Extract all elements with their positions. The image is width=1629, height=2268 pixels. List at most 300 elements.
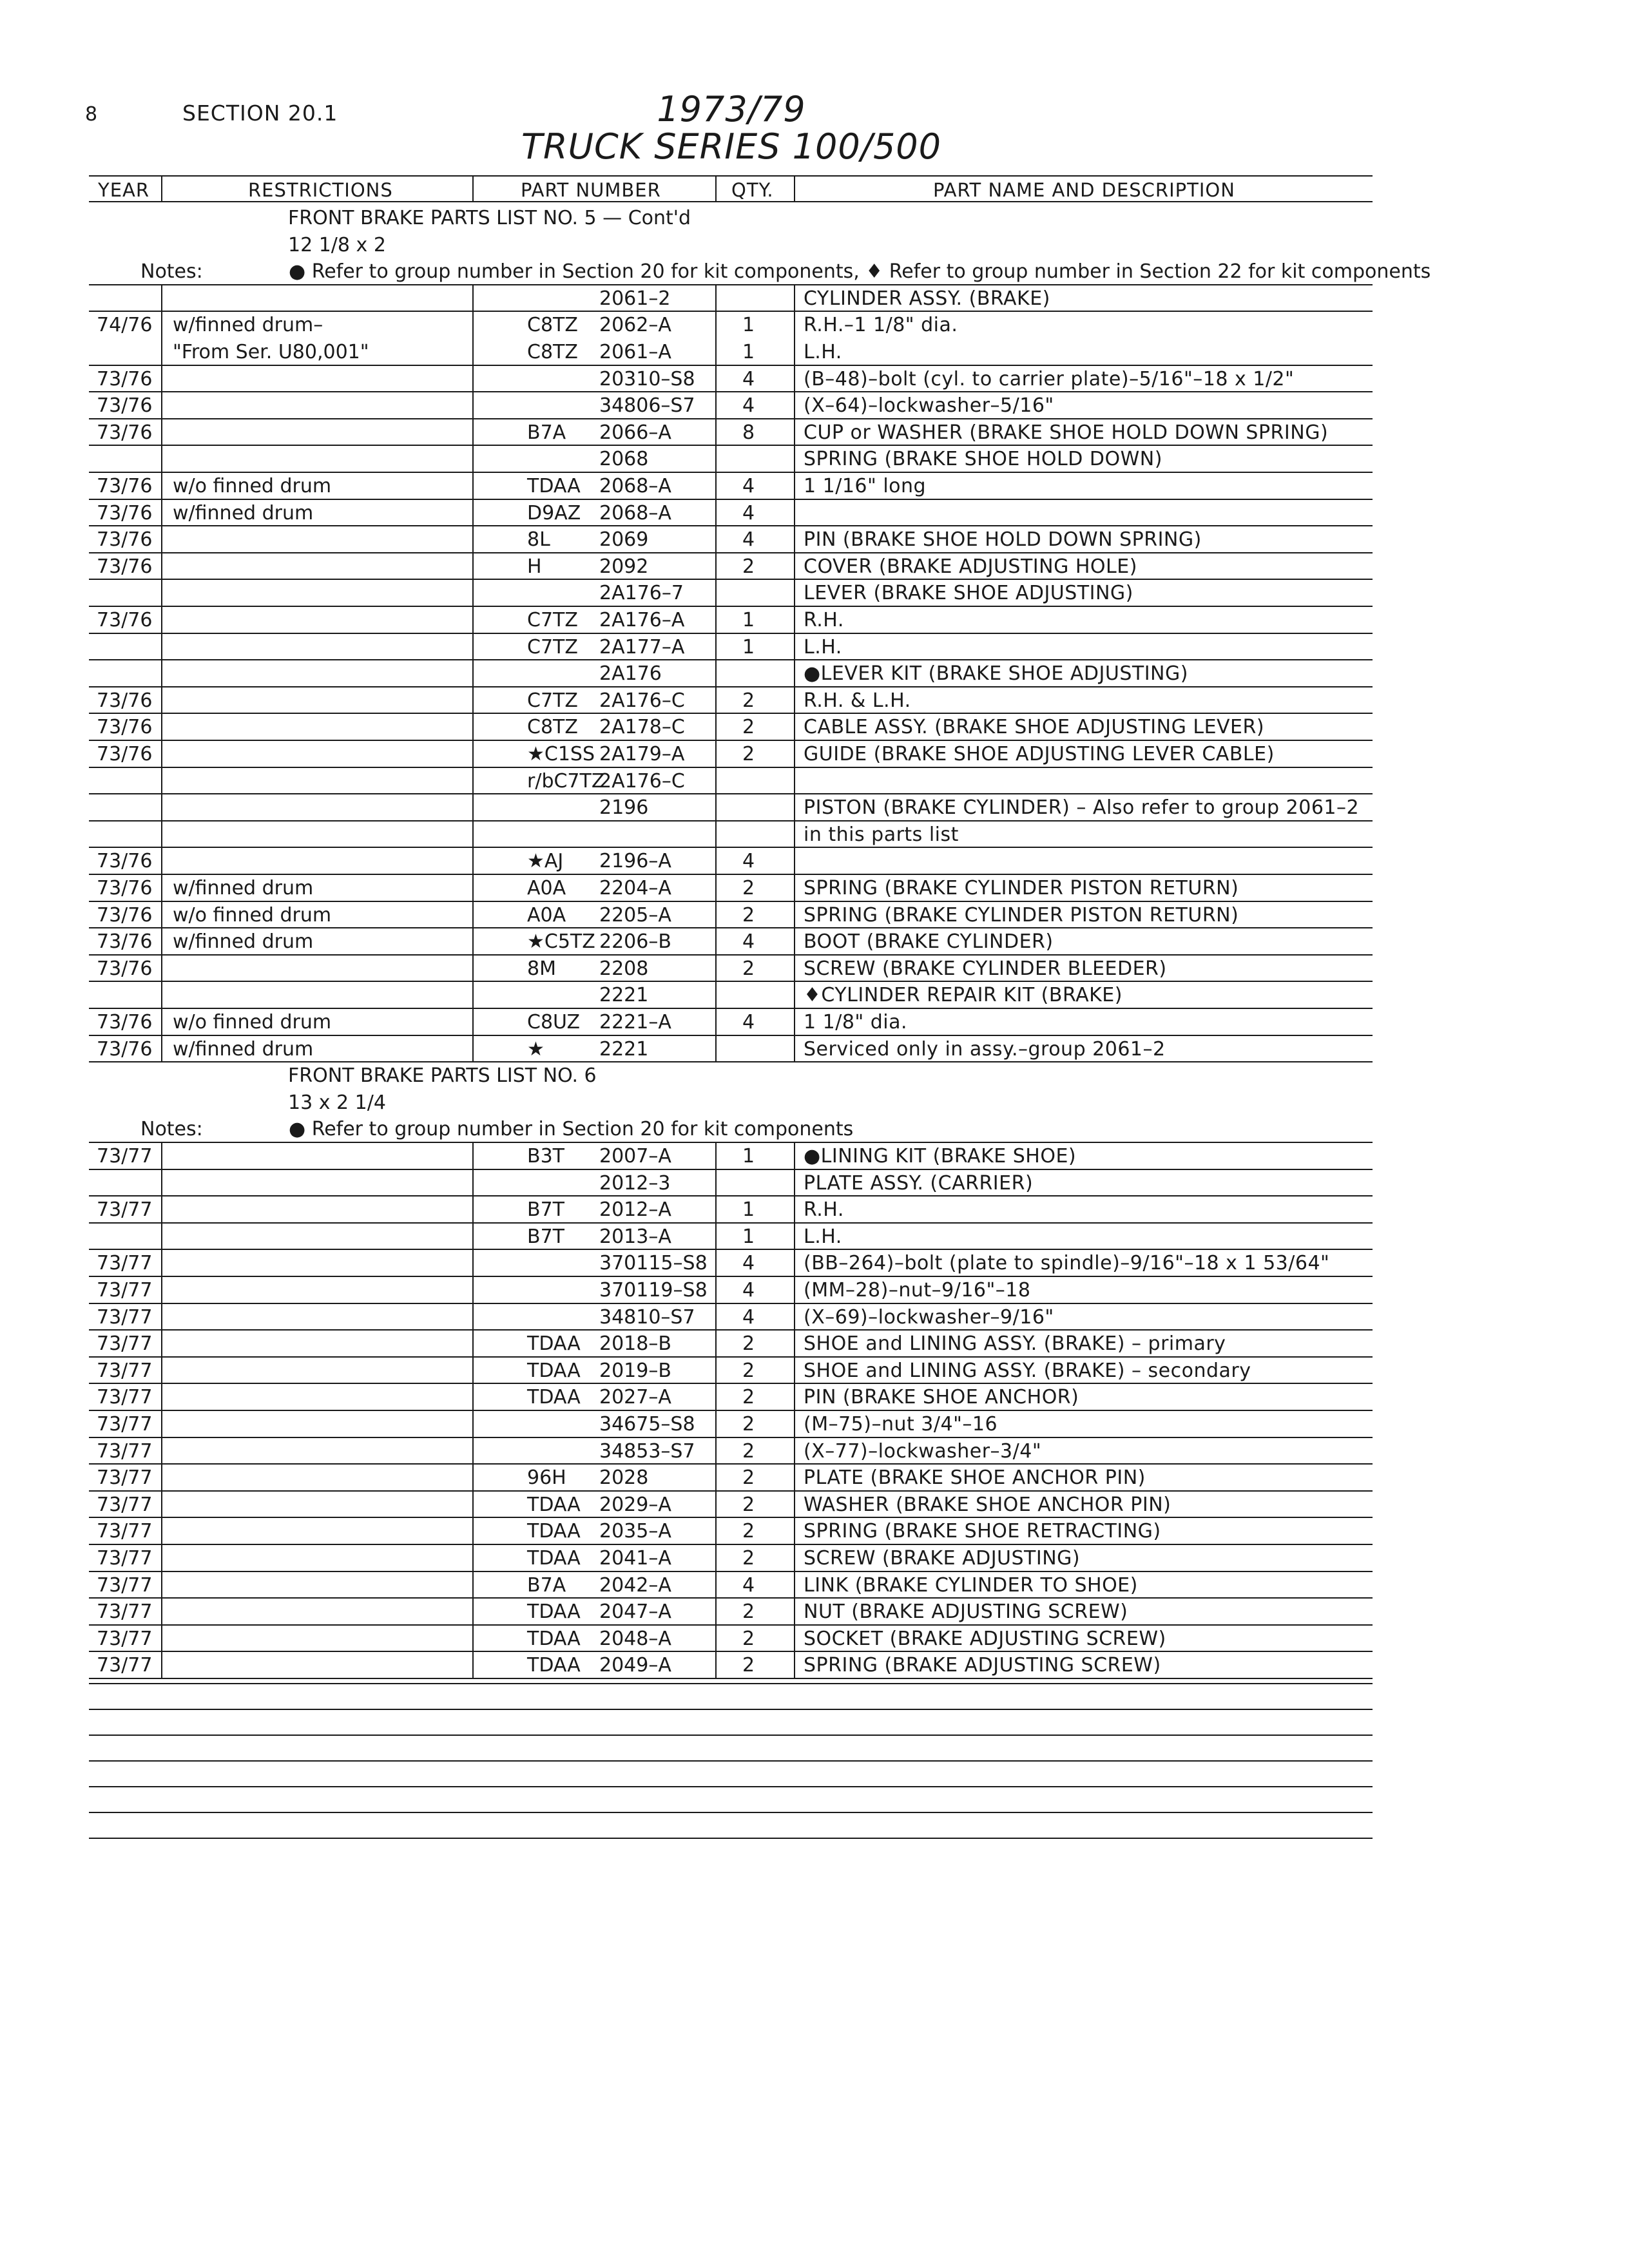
table-row: [0, 1411, 1629, 1437]
part-number-cell: 2007–A: [599, 1145, 671, 1168]
part-prefix-cell: C7TZ: [527, 689, 578, 712]
qty-cell: 1: [742, 314, 755, 337]
year-cell: 73/76: [97, 609, 153, 631]
part-prefix-cell: A0A: [527, 903, 566, 927]
restrictions-cell: w/finned drum: [173, 877, 314, 899]
column-divider: [715, 175, 717, 201]
table-row: [0, 1438, 1629, 1465]
year-cell: 73/76: [97, 743, 153, 765]
part-number-cell: 2012–A: [599, 1198, 671, 1222]
description-cell: R.H.–1 1/8" dia.: [804, 314, 958, 337]
section-heading: [0, 1090, 1629, 1116]
header-bottom-rule: [89, 201, 1373, 202]
part-prefix-cell: TDAA: [527, 1600, 581, 1624]
table-row: [0, 875, 1629, 901]
part-number-cell: 2A179–A: [599, 743, 685, 765]
table-row: [0, 1384, 1629, 1410]
column-divider: [794, 1143, 795, 1679]
description-cell: WASHER (BRAKE SHOE ANCHOR PIN): [804, 1493, 1171, 1516]
part-number-cell: 2061–A: [599, 341, 671, 363]
part-number-cell: 34853–S7: [599, 1439, 695, 1463]
part-number-cell: 2041–A: [599, 1547, 671, 1570]
part-prefix-cell: B7A: [527, 421, 566, 444]
blank-rule: [89, 1812, 1373, 1813]
qty-cell: 4: [742, 1573, 755, 1597]
description-cell: PLATE ASSY. (CARRIER): [804, 1171, 1034, 1195]
year-cell: 73/76: [97, 528, 153, 552]
part-number-cell: 2221: [599, 1037, 649, 1061]
description-cell: NUT (BRAKE ADJUSTING SCREW): [804, 1600, 1128, 1624]
table-row: [0, 741, 1629, 767]
restrictions-cell: w/o finned drum: [173, 1011, 332, 1033]
qty-cell: 1: [742, 1145, 755, 1168]
column-header-part-number: PART NUMBER: [521, 179, 661, 201]
qty-cell: 4: [742, 1252, 755, 1275]
table-row: [0, 1572, 1629, 1599]
part-number-cell: 2019–B: [599, 1359, 671, 1382]
year-cell: 73/76: [97, 903, 153, 927]
description-cell: ●LEVER KIT (BRAKE SHOE ADJUSTING): [804, 662, 1188, 686]
description-cell: SPRING (BRAKE CYLINDER PISTON RETURN): [804, 903, 1239, 927]
part-prefix-cell: 96H: [527, 1466, 566, 1490]
part-prefix-cell: TDAA: [527, 1359, 581, 1382]
column-header-qty: QTY.: [731, 179, 774, 201]
qty-cell: 2: [742, 1627, 755, 1650]
qty-cell: 4: [742, 475, 755, 497]
part-number-cell: 2221–A: [599, 1011, 671, 1033]
year-cell: 73/76: [97, 850, 153, 873]
qty-cell: 2: [742, 957, 755, 980]
part-number-cell: 2047–A: [599, 1600, 671, 1624]
year-cell: 73/76: [97, 367, 153, 390]
qty-cell: 2: [742, 1332, 755, 1356]
part-prefix-cell: TDAA: [527, 1654, 581, 1677]
column-divider: [161, 175, 162, 201]
table-row: [0, 553, 1629, 580]
column-divider: [794, 285, 795, 1062]
year-cell: 73/76: [97, 421, 153, 444]
table-row: [0, 1518, 1629, 1544]
part-prefix-cell: C7TZ: [527, 609, 578, 631]
restrictions-cell: "From Ser. U80,001": [173, 341, 369, 363]
table-row: [0, 1277, 1629, 1303]
part-number-cell: 2A176: [599, 662, 662, 686]
table-row: [0, 1304, 1629, 1331]
title-series: TRUCK SERIES 100/500: [521, 126, 942, 167]
table-row: [0, 1196, 1629, 1223]
part-prefix-cell: A0A: [527, 877, 566, 899]
table-row: [0, 956, 1629, 982]
table-row: [0, 1331, 1629, 1357]
table-row: [0, 1492, 1629, 1518]
description-cell: SCREW (BRAKE CYLINDER BLEEDER): [804, 957, 1167, 980]
description-cell: PIN (BRAKE SHOE ANCHOR): [804, 1386, 1079, 1409]
year-cell: 73/77: [97, 1627, 153, 1650]
qty-cell: 2: [742, 1359, 755, 1382]
description-cell: COVER (BRAKE ADJUSTING HOLE): [804, 555, 1137, 578]
part-number-cell: 2027–A: [599, 1386, 671, 1409]
part-prefix-cell: ★AJ: [527, 850, 564, 873]
part-prefix-cell: B7T: [527, 1198, 564, 1222]
year-cell: 73/77: [97, 1547, 153, 1570]
year-cell: 73/77: [97, 1145, 153, 1168]
part-number-cell: 370115–S8: [599, 1252, 708, 1275]
blank-rule: [89, 1683, 1373, 1684]
column-header-year: YEAR: [98, 179, 150, 201]
section-label: SECTION 20.1: [182, 101, 338, 126]
table-row: [0, 822, 1629, 848]
year-cell: 73/76: [97, 475, 153, 497]
qty-cell: 4: [742, 850, 755, 873]
table-row: [0, 1545, 1629, 1571]
year-cell: 73/76: [97, 930, 153, 954]
restrictions-cell: w/finned drum: [173, 501, 314, 524]
table-row: [0, 982, 1629, 1008]
description-cell: (X–77)–lockwasher–3/4": [804, 1439, 1042, 1463]
qty-cell: 2: [742, 1439, 755, 1463]
part-number-cell: 20310–S8: [599, 367, 695, 390]
qty-cell: 1: [742, 1198, 755, 1222]
description-cell: Serviced only in assy.–group 2061–2: [804, 1037, 1166, 1061]
part-number-cell: 34810–S7: [599, 1305, 695, 1329]
notes-label: Notes:: [140, 1118, 203, 1141]
blank-rule: [89, 1709, 1373, 1710]
year-cell: 73/76: [97, 1011, 153, 1033]
description-cell: 1 1/16" long: [804, 475, 927, 497]
description-cell: PLATE (BRAKE SHOE ANCHOR PIN): [804, 1466, 1146, 1490]
part-number-cell: 2A176–A: [599, 609, 685, 631]
description-cell: BOOT (BRAKE CYLINDER): [804, 930, 1054, 954]
description-cell: ♦CYLINDER REPAIR KIT (BRAKE): [804, 984, 1123, 1007]
qty-cell: 4: [742, 1305, 755, 1329]
part-number-cell: 2A176–C: [599, 769, 685, 793]
year-cell: 73/77: [97, 1466, 153, 1490]
restrictions-cell: w/finned drum: [173, 930, 314, 954]
year-cell: 73/77: [97, 1600, 153, 1624]
description-cell: CUP or WASHER (BRAKE SHOE HOLD DOWN SPRING): [804, 421, 1329, 444]
column-divider: [794, 175, 795, 201]
description-cell: (X–69)–lockwasher–9/16": [804, 1305, 1054, 1329]
section-heading-text: FRONT BRAKE PARTS LIST NO. 5 — Cont'd: [288, 207, 691, 229]
part-number-cell: 2A176–C: [599, 689, 685, 712]
restrictions-cell: w/finned drum: [173, 1037, 314, 1061]
qty-cell: 2: [742, 1413, 755, 1436]
qty-cell: 1: [742, 635, 755, 658]
description-cell: (BB–264)–bolt (plate to spindle)–9/16"–18 x 1 53/64": [804, 1252, 1330, 1275]
table-row: [0, 1224, 1629, 1250]
qty-cell: 4: [742, 501, 755, 524]
blank-rule: [89, 1786, 1373, 1787]
table-row: [0, 928, 1629, 955]
qty-cell: 2: [742, 555, 755, 578]
part-number-cell: 2013–A: [599, 1225, 671, 1248]
part-number-cell: 2018–B: [599, 1332, 671, 1356]
description-cell: PIN (BRAKE SHOE HOLD DOWN SPRING): [804, 528, 1202, 552]
table-row: [0, 687, 1629, 714]
part-prefix-cell: TDAA: [527, 475, 581, 497]
column-divider: [472, 285, 474, 1062]
table-row: [0, 339, 1629, 365]
table-row: [0, 1036, 1629, 1062]
year-cell: 73/77: [97, 1305, 153, 1329]
part-number-cell: 2196–A: [599, 850, 671, 873]
part-number-cell: 2068–A: [599, 475, 671, 497]
part-number-cell: 2206–B: [599, 930, 671, 954]
year-cell: 73/77: [97, 1198, 153, 1222]
part-prefix-cell: C8TZ: [527, 341, 578, 363]
table-row: [0, 526, 1629, 553]
year-cell: 73/77: [97, 1359, 153, 1382]
description-cell: SPRING (BRAKE SHOE RETRACTING): [804, 1520, 1161, 1543]
table-row: [0, 1358, 1629, 1384]
part-number-cell: 2196: [599, 796, 649, 820]
part-number-cell: 2048–A: [599, 1627, 671, 1650]
year-cell: 73/77: [97, 1439, 153, 1463]
year-cell: 73/77: [97, 1654, 153, 1677]
restrictions-cell: w/finned drum–: [173, 314, 323, 337]
part-prefix-cell: D9AZ: [527, 501, 581, 524]
part-prefix-cell: TDAA: [527, 1547, 581, 1570]
part-prefix-cell: H: [527, 555, 542, 578]
part-number-cell: 2205–A: [599, 903, 671, 927]
description-cell: L.H.: [804, 1225, 842, 1248]
notes-text: ● Refer to group number in Section 20 for kit components, ♦ Refer to group number in Section 22 for kit components: [289, 260, 1431, 284]
column-divider: [472, 175, 474, 201]
description-cell: CYLINDER ASSY. (BRAKE): [804, 287, 1050, 310]
part-number-cell: 2068–A: [599, 501, 671, 524]
part-prefix-cell: 8M: [527, 957, 556, 980]
description-cell: 1 1/8" dia.: [804, 1011, 908, 1033]
part-prefix-cell: 8L: [527, 528, 550, 552]
part-prefix-cell: TDAA: [527, 1332, 581, 1356]
column-divider: [161, 285, 162, 1062]
year-cell: 73/77: [97, 1386, 153, 1409]
qty-cell: 4: [742, 394, 755, 418]
column-header-restrictions: RESTRICTIONS: [248, 179, 393, 201]
qty-cell: 4: [742, 367, 755, 390]
part-number-cell: 2049–A: [599, 1654, 671, 1677]
year-cell: 73/77: [97, 1573, 153, 1597]
part-number-cell: 2A177–A: [599, 635, 685, 658]
year-cell: 73/77: [97, 1279, 153, 1302]
table-row: [0, 1143, 1629, 1169]
description-cell: L.H.: [804, 341, 842, 363]
qty-cell: 2: [742, 1493, 755, 1516]
year-cell: 74/76: [97, 314, 153, 337]
table-row: [0, 660, 1629, 687]
part-number-cell: 2A176–7: [599, 582, 684, 605]
table-row: [0, 848, 1629, 874]
year-cell: 73/76: [97, 555, 153, 578]
table-row: [0, 768, 1629, 794]
blank-rule: [89, 1735, 1373, 1736]
qty-cell: 2: [742, 743, 755, 765]
qty-cell: 1: [742, 1225, 755, 1248]
part-prefix-cell: B3T: [527, 1145, 564, 1168]
qty-cell: 4: [742, 528, 755, 552]
section-heading: [0, 232, 1629, 258]
table-row: [0, 446, 1629, 472]
qty-cell: 4: [742, 1011, 755, 1033]
part-number-cell: 2066–A: [599, 421, 671, 444]
part-prefix-cell: C8TZ: [527, 314, 578, 337]
part-number-cell: 2208: [599, 957, 649, 980]
table-row: [0, 500, 1629, 526]
qty-cell: 2: [742, 877, 755, 899]
title-years: 1973/79: [657, 89, 806, 130]
part-prefix-cell: TDAA: [527, 1493, 581, 1516]
year-cell: 73/76: [97, 394, 153, 418]
description-cell: SOCKET (BRAKE ADJUSTING SCREW): [804, 1627, 1166, 1650]
qty-cell: 2: [742, 1654, 755, 1677]
notes-text: ● Refer to group number in Section 20 for kit components: [289, 1118, 854, 1141]
notes-row: [0, 1116, 1629, 1142]
part-number-cell: 2028: [599, 1466, 649, 1490]
part-number-cell: 370119–S8: [599, 1279, 708, 1302]
table-row: [0, 1626, 1629, 1652]
qty-cell: 2: [742, 903, 755, 927]
part-prefix-cell: TDAA: [527, 1386, 581, 1409]
column-header-description: PART NAME AND DESCRIPTION: [933, 179, 1235, 201]
section-heading-text: 12 1/8 x 2: [288, 233, 386, 256]
year-cell: 73/77: [97, 1252, 153, 1275]
section-heading-text: 13 x 2 1/4: [288, 1091, 386, 1114]
column-divider: [715, 285, 717, 1062]
description-cell: (X–64)–lockwasher–5/16": [804, 394, 1054, 418]
part-number-cell: 2A178–C: [599, 716, 685, 739]
qty-cell: 1: [742, 341, 755, 363]
part-prefix-cell: r/bC7TZ: [527, 769, 605, 793]
description-cell: in this parts list: [804, 823, 959, 846]
part-number-cell: 2035–A: [599, 1520, 671, 1543]
part-number-cell: 2062–A: [599, 314, 671, 337]
blank-rule: [89, 1838, 1373, 1839]
description-cell: R.H. & L.H.: [804, 689, 911, 712]
description-cell: SPRING (BRAKE SHOE HOLD DOWN): [804, 448, 1162, 471]
description-cell: CABLE ASSY. (BRAKE SHOE ADJUSTING LEVER): [804, 716, 1265, 739]
table-row: [0, 714, 1629, 740]
description-cell: GUIDE (BRAKE SHOE ADJUSTING LEVER CABLE): [804, 743, 1275, 765]
part-prefix-cell: C8UZ: [527, 1011, 581, 1033]
year-cell: 73/77: [97, 1520, 153, 1543]
table-row: [0, 634, 1629, 660]
description-cell: SHOE and LINING ASSY. (BRAKE) – primary: [804, 1332, 1226, 1356]
part-prefix-cell: TDAA: [527, 1627, 581, 1650]
table-row: [0, 580, 1629, 606]
qty-cell: 2: [742, 1520, 755, 1543]
table-row: [0, 1009, 1629, 1035]
description-cell: SPRING (BRAKE CYLINDER PISTON RETURN): [804, 877, 1239, 899]
qty-cell: 4: [742, 1279, 755, 1302]
part-number-cell: 2069: [599, 528, 649, 552]
part-prefix-cell: ★C5TZ: [527, 930, 595, 954]
year-cell: 73/76: [97, 501, 153, 524]
part-number-cell: 2204–A: [599, 877, 671, 899]
blank-rule: [89, 1760, 1373, 1762]
year-cell: 73/77: [97, 1493, 153, 1516]
table-row: [0, 285, 1629, 312]
part-prefix-cell: C7TZ: [527, 635, 578, 658]
part-prefix-cell: C8TZ: [527, 716, 578, 739]
year-cell: 73/76: [97, 957, 153, 980]
part-number-cell: 2221: [599, 984, 649, 1007]
table-row: [0, 419, 1629, 446]
qty-cell: 2: [742, 689, 755, 712]
qty-cell: 4: [742, 930, 755, 954]
restrictions-cell: w/o finned drum: [173, 903, 332, 927]
row-rule: [89, 1678, 1373, 1679]
year-cell: 73/76: [97, 1037, 153, 1061]
column-divider: [472, 1143, 474, 1679]
year-cell: 73/76: [97, 877, 153, 899]
table-row: [0, 312, 1629, 338]
table-row: [0, 607, 1629, 633]
part-number-cell: 2012–3: [599, 1171, 671, 1195]
qty-cell: 2: [742, 1547, 755, 1570]
part-prefix-cell: B7T: [527, 1225, 564, 1248]
part-prefix-cell: ★: [527, 1037, 545, 1061]
notes-label: Notes:: [140, 260, 203, 284]
description-cell: R.H.: [804, 609, 844, 631]
table-row: [0, 794, 1629, 821]
year-cell: 73/76: [97, 716, 153, 739]
table-row: [0, 1599, 1629, 1625]
notes-row: [0, 258, 1629, 285]
qty-cell: 2: [742, 1600, 755, 1624]
restrictions-cell: w/o finned drum: [173, 475, 332, 497]
part-number-cell: 2092: [599, 555, 649, 578]
description-cell: (M–75)–nut 3/4"–16: [804, 1413, 998, 1436]
qty-cell: 1: [742, 609, 755, 631]
column-divider: [161, 1143, 162, 1679]
table-row: [0, 1170, 1629, 1196]
qty-cell: 2: [742, 716, 755, 739]
qty-cell: 8: [742, 421, 755, 444]
table-row: [0, 366, 1629, 392]
column-divider: [715, 1143, 717, 1679]
table-row: [0, 1250, 1629, 1276]
part-number-cell: 34806–S7: [599, 394, 695, 418]
year-cell: 73/77: [97, 1413, 153, 1436]
description-cell: ●LINING KIT (BRAKE SHOE): [804, 1145, 1077, 1168]
part-prefix-cell: ★C1SS: [527, 743, 595, 765]
description-cell: (MM–28)–nut–9/16"–18: [804, 1279, 1031, 1302]
year-cell: 73/77: [97, 1332, 153, 1356]
page-number: 8: [85, 103, 98, 126]
part-prefix-cell: TDAA: [527, 1520, 581, 1543]
qty-cell: 2: [742, 1466, 755, 1490]
year-cell: 73/76: [97, 689, 153, 712]
section-heading-text: FRONT BRAKE PARTS LIST NO. 6: [288, 1064, 597, 1088]
part-number-cell: 2029–A: [599, 1493, 671, 1516]
table-row: [0, 902, 1629, 928]
table-row: [0, 473, 1629, 499]
part-number-cell: 34675–S8: [599, 1413, 695, 1436]
table-row: [0, 392, 1629, 419]
description-cell: SCREW (BRAKE ADJUSTING): [804, 1547, 1081, 1570]
description-cell: SHOE and LINING ASSY. (BRAKE) – secondary: [804, 1359, 1251, 1382]
part-number-cell: 2042–A: [599, 1573, 671, 1597]
table-row: [0, 1652, 1629, 1678]
description-cell: LINK (BRAKE CYLINDER TO SHOE): [804, 1573, 1138, 1597]
section-heading: [0, 205, 1629, 231]
part-number-cell: 2068: [599, 448, 649, 471]
section-heading: [0, 1062, 1629, 1089]
description-cell: (B–48)–bolt (cyl. to carrier plate)–5/16"–18 x 1/2": [804, 367, 1295, 390]
description-cell: PISTON (BRAKE CYLINDER) – Also refer to group 2061–2: [804, 796, 1360, 820]
description-cell: LEVER (BRAKE SHOE ADJUSTING): [804, 582, 1133, 605]
description-cell: L.H.: [804, 635, 842, 658]
